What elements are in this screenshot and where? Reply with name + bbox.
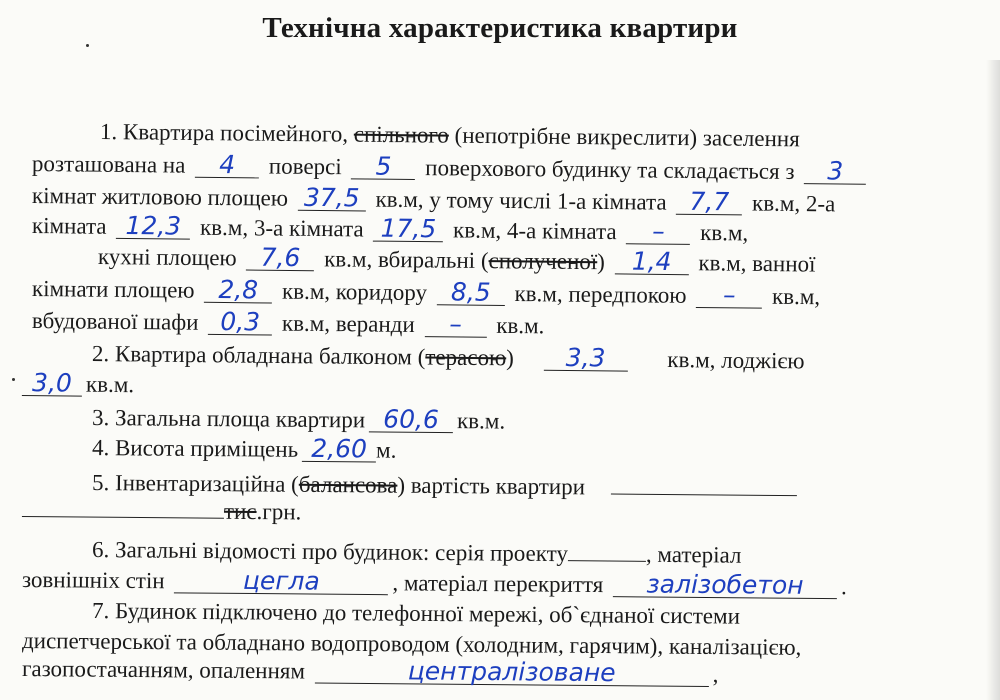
item-7-line-1: 7. Будинок підключено до телефонної мережі, об`єднаної системи	[91, 598, 741, 629]
series-blank	[568, 540, 646, 562]
struck-text: сполученої	[488, 248, 598, 275]
bath-value: 2,8	[204, 278, 272, 304]
room-4-value: –	[626, 219, 690, 245]
toilet-value: 1,4	[615, 249, 689, 275]
walls-material-value: цегла	[174, 568, 388, 595]
kitchen-value: 7,6	[246, 246, 314, 272]
item-7-line-3: газопостачанням, опаленням централізоване ,	[21, 656, 719, 688]
balcony-value: 3,3	[543, 346, 627, 372]
struck-text: балансова	[298, 471, 398, 498]
floor-value: 4	[195, 153, 259, 179]
wardrobe-value: 0,3	[208, 310, 272, 336]
struck-text: тис	[223, 498, 257, 525]
floors-material-value: залізобетон	[613, 572, 837, 599]
struck-text: терасою	[425, 344, 507, 371]
item-2-line-1: 2. Квартира обладнана балконом (терасою) 3,3 кв.м, лоджією	[91, 341, 805, 374]
item-1-line-2: розташована на 4 поверсі 5 поверхового будинку та складається з 3	[32, 150, 871, 187]
total-area-value: 60,6	[369, 407, 453, 433]
item-5-line-1: 5. Інвентаризаційна (балансова) вартість квартири	[92, 469, 797, 503]
item-6-line-1: 6. Загальні відомості про будинок: серія проекту , матеріал	[91, 537, 742, 568]
item-2-line-2: 3,0 кв.м.	[22, 370, 134, 399]
item-1-line-7: вбудованої шафи 0,3 кв.м, веранди – кв.м.	[31, 306, 545, 339]
item-3: 3. Загальна площа квартири 60,6 кв.м.	[91, 404, 506, 435]
loggia-value: 3,0	[22, 371, 82, 397]
rooms-value: 3	[804, 159, 866, 185]
item-4: 4. Висота приміщень 2,60 м.	[91, 433, 397, 464]
item-1-line-4: кімната 12,3 кв.м, 3-а кімната 17,5 кв.м, 4-а кімната – кв.м,	[31, 210, 749, 246]
veranda-value: –	[424, 312, 486, 338]
scan-speck	[86, 44, 89, 47]
item-6-line-2: зовнішніх стін цегла , матеріал перекриття залізобетон .	[21, 565, 847, 600]
hall-value: –	[696, 283, 762, 309]
heating-value: централізоване	[315, 659, 709, 687]
corridor-value: 8,5	[437, 280, 505, 306]
document-title: Технічна характеристика квартири	[262, 12, 738, 44]
living-area-value: 37,5	[298, 186, 366, 212]
item-1-line-3: кімнат житловою площею 37,5 кв.м, у тому числі 1-а кімната 7,7 кв.м, 2-а	[31, 182, 836, 217]
room-2-value: 12,3	[116, 214, 190, 240]
item-1-line-5: кухні площею 7,6 кв.м, вбиральні (сполученої) 1,4 кв.м, ванної	[97, 242, 816, 277]
scan-speck	[12, 378, 15, 381]
room-1-value: 7,7	[676, 190, 742, 216]
item-5-line-2: тис.грн.	[22, 496, 302, 526]
height-value: 2,60	[302, 437, 376, 463]
page-edge-shadow	[986, 60, 1000, 700]
value-blank	[611, 474, 797, 497]
floors-total-value: 5	[351, 154, 415, 180]
struck-text: спільного	[353, 121, 450, 148]
item-1-line-1: 1. Квартира посімейного, спільного (непотрібне викреслити) заселення	[99, 119, 800, 152]
value-blank	[22, 496, 224, 519]
room-3-value: 17,5	[373, 217, 443, 243]
item-1-line-6: кімнати площею 2,8 кв.м, коридору 8,5 кв.м, передпокою – кв.м,	[31, 274, 821, 310]
item-7-line-2: диспетчерської та обладнано водопроводом (холодним, гарячим), каналізацією,	[21, 628, 802, 660]
